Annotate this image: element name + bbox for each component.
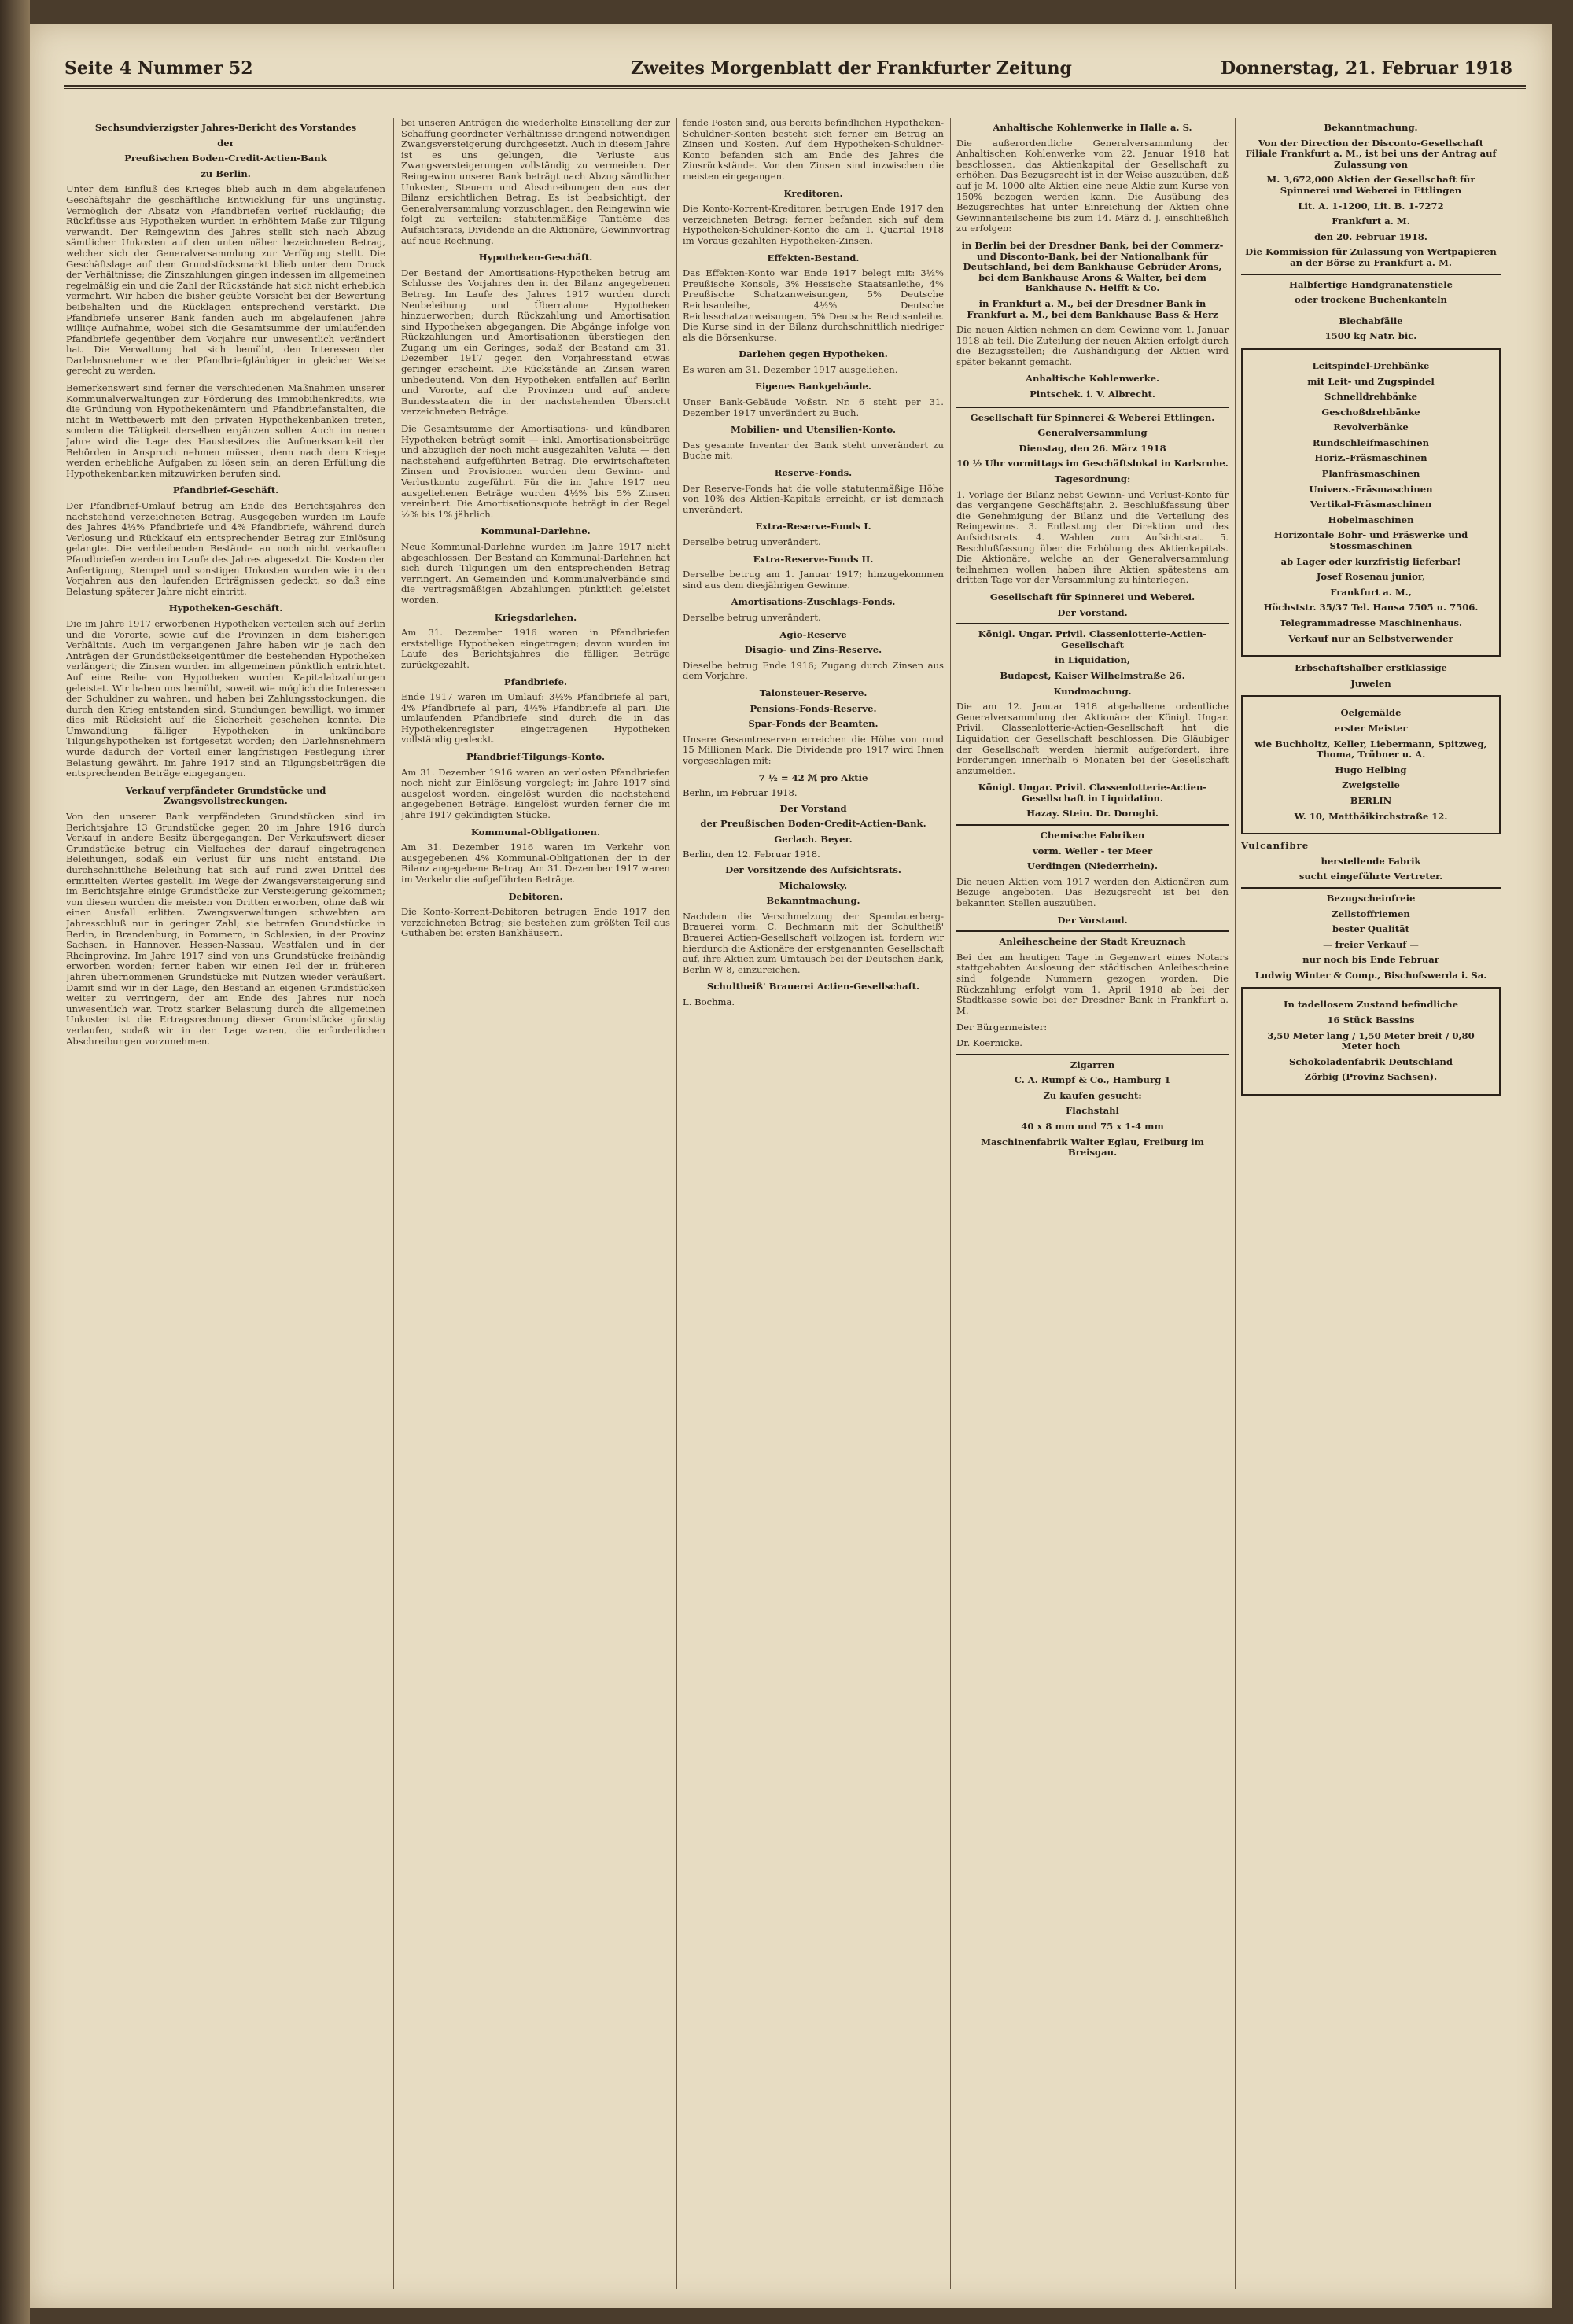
ad-lotterie-address: Budapest, Kaiser Wilhelmstraße 26. bbox=[1000, 669, 1185, 681]
ad-flachstahl: Flachstahl bbox=[1066, 1105, 1119, 1117]
newspaper-title: Zweites Morgenblatt der Frankfurter Zeitung bbox=[631, 58, 1072, 79]
ad-flach-q: Zu kaufen gesucht: bbox=[1043, 1089, 1142, 1101]
masthead-rule-thin bbox=[64, 88, 1526, 89]
section-heading: Extra-Reserve-Fonds II. bbox=[753, 553, 874, 565]
body-text: Die am 12. Januar 1918 abgehaltene ordentliche Generalversammlung der Aktionäre der Königl. Ungar. Privil. Classenlotterie-Actien-Gesellschaft hat die Liquidation der Gesellschaft beschlossen. Die Gläubiger der Gesellschaft werden hiermit aufgefordert, ihre Forderungen innerhalb 6 Monaten bei der Gesellschaft anzumelden. bbox=[956, 701, 1229, 776]
ad-lathe-item: Horizontale Bohr- und Fräswerke und Stossmaschinen bbox=[1273, 529, 1468, 552]
ad-blech: Blechabfälle bbox=[1339, 315, 1403, 326]
book-binding bbox=[0, 0, 30, 2324]
section-heading: Pfandbrief-Geschäft. bbox=[172, 484, 279, 496]
ad-zigarren: Zigarren bbox=[1070, 1059, 1115, 1070]
ad-bek-amount: M. 3,672,000 Aktien der Gesellschaft für Spinnerei und Weberei in Ettlingen bbox=[1266, 174, 1475, 196]
body-text: Der Reserve-Fonds hat die volle statutenmäßige Höhe von 10% des Aktien-Kapitals erreicht, er ist demnach unverändert. bbox=[683, 482, 944, 515]
column-1 bbox=[66, 118, 385, 2289]
column-3 bbox=[683, 118, 944, 2289]
section-heading: Spar-Fonds der Beamten. bbox=[748, 718, 879, 730]
ad-kreuznach-name: Dr. Koernicke. bbox=[956, 1037, 1022, 1048]
column-separator bbox=[393, 118, 394, 2289]
dividend: 7 ½ = 42 ℳ pro Aktie bbox=[758, 772, 868, 783]
ad-vulcanfibre: Vulcanfibre bbox=[1241, 840, 1310, 852]
ad-lotterie-kund: Kundmachung. bbox=[1053, 685, 1132, 697]
ad-spinnerei-time: 10 ½ Uhr vormittags im Geschäftslokal in Karlsruhe. bbox=[956, 458, 1229, 470]
ad-bass-dims: 3,50 Meter lang / 1,50 Meter breit / 0,80 Meter hoch bbox=[1267, 1029, 1475, 1052]
board-firm: der Preußischen Boden-Credit-Actien-Bank. bbox=[700, 818, 926, 830]
body-text: Bei der am heutigen Tage in Gegenwart eines Notars stattgehabten Auslosung der städtischen Anleihescheine sind folgende Nummern gezogen worden. Die Rückzahlung erfolgt vom 1. April 1918 ab bei der Stadtkasse sowie bei der Dresdner Bank in Frankfurt a. M. bbox=[956, 951, 1229, 1016]
ad-bass-city: Zörbig (Provinz Sachsen). bbox=[1304, 1071, 1438, 1083]
section-heading: Hypotheken-Geschäft. bbox=[168, 602, 283, 614]
column-5 bbox=[1241, 118, 1501, 2289]
ad-chemie-sub: vorm. Weiler - ter Meer bbox=[1032, 845, 1153, 856]
column-2 bbox=[401, 118, 670, 2289]
ad-lathe-item: Rundschleifmaschinen bbox=[1312, 436, 1430, 448]
ad-bek-place: Frankfurt a. M. bbox=[1332, 215, 1410, 227]
body-text: Derselbe betrug unverändert. bbox=[683, 611, 821, 623]
masthead bbox=[64, 58, 1512, 82]
ad-bek-lit: Lit. A. 1-1200, Lit. B. 1-7272 bbox=[1298, 200, 1444, 212]
ad-spinnerei-sig: Gesellschaft für Spinnerei und Weberei. bbox=[989, 591, 1195, 602]
body-text: Es waren am 31. Dezember 1917 ausgeliehen. bbox=[683, 363, 898, 375]
ad-zell-free: — freier Verkauf — bbox=[1322, 938, 1420, 950]
ad-lathes bbox=[1241, 348, 1501, 657]
ad-zell-firm: Ludwig Winter & Comp., Bischofswerda i. Sa. bbox=[1254, 969, 1487, 981]
ad-spinnerei-gv: Generalversammlung bbox=[1037, 427, 1148, 439]
ad-bass: 16 Stück Bassins bbox=[1327, 1015, 1415, 1026]
ad-anhalt-frankfurt: in Frankfurt a. M., bei der Dresdner Bank in Frankfurt a. M., bei dem Bankhause Bass & Herz bbox=[967, 297, 1218, 320]
body-text: Nachdem die Verschmelzung der Spandauerberg-Brauerei vorm. C. Bechmann mit der Schultheiß' Brauerei Actien-Gesellschaft vollzogen ist, fordern wir hierdurch die Aktionäre der erstgenannten Gesellschaft auf, ihre Aktien zum Umtausch bei der Deutschen Bank, Berlin W 8, einzureichen. bbox=[683, 910, 944, 975]
ad-anhalt-banks: in Berlin bei der Dresdner Bank, bei der Commerz- und Disconto-Bank, bei der Nationalbank für Deutschland, bei dem Bankhause Gebrüder Arons, bei dem Bankhause Arons & Walter, bei dem Bankhause N. Helfft & Co. bbox=[961, 239, 1224, 294]
ad-lathe-lager: ab Lager oder kurzfristig lieferbar! bbox=[1280, 555, 1461, 567]
ad-vulc-sub: herstellende Fabrik bbox=[1321, 855, 1421, 867]
page-number: Seite 4 Nummer 52 bbox=[64, 58, 253, 79]
ad-spinnerei-sig2: Der Vorstand. bbox=[1057, 606, 1128, 618]
notice-heading: Bekanntmachung. bbox=[766, 895, 860, 907]
body-text: Unter dem Einfluß des Krieges blieb auch in dem abgelaufenen Geschäftsjahr die geschäftliche Entwicklung für uns ungünstig. Vermöglich der Absatz von Pfandbriefen verlief rückläufig; die Rückflüsse aus Hypotheken wurden in erhöhtem Maße zur Tilgung verwandt. Der Reingewinn des Jahres stellt sich nach Abzug sämtlicher Unkosten auf den unten näher bezeichneten Betrag, welcher sich der Generalversammlung zur Verfügung stellt. Die Geschäftslage auf dem Grundstücksmarkt blieb unter dem Druck der Verhältnisse; die Zinszahlungen gingen indessen im allgemeinen regelmäßig ein und die Zahl der Rückstände hat sich nicht erheblich vermehrt. Wir haben die bisher geübte Vorsicht bei der Bewertung beibehalten und die Rücklagen entsprechend verstärkt. Die Pfandbriefe unserer Bank fanden auch im abgelaufenen Jahre willige Aufnahme, wobei sich die Gesamtsumme der umlaufenden Pfandbriefe gegenüber dem Vorjahre nur unwesentlich verändert hat. Die Verwaltung hat sich bemüht, den Interessen der Darlehnsnehmer wie der Pfandbriefgläubiger in gleicher Weise gerecht zu werden. bbox=[66, 183, 385, 377]
section-heading: Kommunal-Darlehne. bbox=[481, 525, 591, 537]
ad-lathe-item: Revolverbänke bbox=[1333, 422, 1409, 433]
brewery-signature: L. Bochma. bbox=[683, 996, 735, 1007]
issue-date: Donnerstag, 21. Februar 1918 bbox=[1221, 58, 1512, 79]
section-heading: Pensions-Fonds-Reserve. bbox=[750, 702, 877, 714]
body-text: Von den unserer Bank verpfändeten Grundstücken sind im Berichtsjahre 13 Grundstücke gegen 20 im Jahre 1916 durch Verkauf in andere Besitz übergegangen. Der Verkaufswert dieser Grundstücke betrug ein Vielfaches der darauf eingetragenen Beleihungen, sodaß ein Verlust für uns nicht entstand. Die durchschnittliche Beleihung hat sich auf rund zwei Drittel des ermittelten Wertes gestellt. Im Wege der Zwangsversteigerung sind im Berichtsjahre einige Grundstücke zur Versteigerung gekommen; von diesen wurden die meisten von Dritten erworben, ohne daß wir einen Ausfall erlitten. Zwangsverwaltungen schwebten am Jahresschluß nur in geringer Zahl; sie betrafen Grundstücke in Berlin, in Brandenburg, in Pommern, in Schlesien, in der Provinz Sachsen, in Hannover, Hessen-Nassau, Westfalen und in der Rheinprovinz. Im Jahre 1917 sind von uns Grundstücke freihändig erworben worden; ferner haben wir einen Teil der in früheren Jahren übernommenen Grundstücke mit Nutzen wieder veräußert. Damit sind wir in der Lage, den Bestand an eigenen Grundstücken weiter zu verringern, der am Ende des Jahres nur noch unwesentlich war. Trotz starker Belastung durch die allgemeinen Unkosten ist die Ertragsrechnung dieser Grundstücke günstig verlaufen, sodaß wir in der Lage waren, die erforderlichen Abschreibungen vorzunehmen. bbox=[66, 811, 385, 1047]
section-heading: Amortisations-Zuschlags-Fonds. bbox=[731, 596, 896, 608]
supervisory-heading: Der Vorsitzende des Aufsichtsrats. bbox=[725, 864, 901, 876]
section-heading: Kommunal-Obligationen. bbox=[470, 826, 601, 838]
ad-bass-pre: In tadellosem Zustand befindliche bbox=[1284, 999, 1458, 1011]
ad-flach-dims: 40 x 8 mm und 75 x 1-4 mm bbox=[1021, 1120, 1164, 1132]
ad-zell-q: bester Qualität bbox=[1332, 923, 1409, 935]
report-place-date: Berlin, im Februar 1918. bbox=[683, 787, 798, 799]
section-heading: Kriegsdarlehen. bbox=[494, 611, 577, 623]
ad-bass-firm: Schokoladenfabrik Deutschland bbox=[1288, 1055, 1453, 1067]
body-text: Am 31. Dezember 1916 waren in Pfandbriefen erststellige Hypotheken eingetragen; davon wurden im Laufe des Berichtsjahres die fälligen Beträge zurückgezahlt. bbox=[401, 627, 670, 670]
ad-lathe-place: Frankfurt a. M., bbox=[1330, 586, 1412, 598]
ad-oel-names: wie Buchholtz, Keller, Liebermann, Spitzweg, Thoma, Trübner u. A. bbox=[1254, 738, 1487, 761]
section-heading: Agio-Reserve bbox=[779, 628, 847, 640]
body-text: Die Gesamtsumme der Amortisations- und kündbaren Hypotheken beträgt somit — inkl. Amortisationsbeiträge und abzüglich der noch nicht ausgezahlten Valuta — den nachstehend aufgeführten Betrag. Die erwirtschafteten Zinsen und Provisionen wurden dem Gewinn- und Verlustkonto zugeführt. Für die im Jahre 1917 neu ausgeliehenen Beträge wurden 4½% bis 5% Zinsen vereinbart. Die Amortisationsquote beträgt in der Regel ½% bis 1% jährlich. bbox=[401, 423, 670, 520]
masthead-rule bbox=[64, 85, 1526, 87]
ad-lathe-firm: Josef Rosenau junior, bbox=[1316, 571, 1426, 583]
ad-bez: Bezugscheinfreie bbox=[1326, 892, 1416, 904]
body-text: Die außerordentliche Generalversammlung der Anhaltischen Kohlenwerke vom 22. Januar 1918 hat beschlossen, das Aktienkapital der Gesellschaft zu erhöhen. Das Bezugsrecht ist in der Weise auszuüben, daß auf je M. 1000 alte Aktien eine neue Aktie zum Kurse von 150% bezogen werden kann. Die Ausübung des Bezugsrechtes hat unter Einreichung der Aktien ohne Gewinnanteilscheine bis zum 14. März d. J. einschließlich zu erfolgen: bbox=[956, 137, 1229, 234]
section-heading: Disagio- und Zins-Reserve. bbox=[744, 644, 882, 656]
body-text: Ende 1917 waren im Umlauf: 3½% Pfandbriefe al pari, 4% Pfandbriefe al pari, 4½% Pfandbriefe al pari. Die umlaufenden Pfandbriefe sind durch die in das Hypothekenregister eingetragenen Hypotheken vollständig gedeckt. bbox=[401, 691, 670, 746]
report-der: der bbox=[217, 137, 234, 149]
section-heading: Kreditoren. bbox=[783, 187, 843, 199]
ad-bek-date: den 20. Februar 1918. bbox=[1314, 230, 1427, 242]
section-heading: Pfandbrief-Tilgungs-Konto. bbox=[466, 751, 605, 763]
ad-natr bbox=[1241, 331, 1501, 342]
ad-vulc-sucht: sucht eingeführte Vertreter. bbox=[1299, 871, 1443, 882]
body-text: Der Pfandbrief-Umlauf betrug am Ende des Berichtsjahres den nachstehend verzeichneten Betrag. Ausgegeben wurden im Laufe des Jahres 4½% Pfandbriefe und 4% Pfandbriefe, während durch Verlosung und Rückkauf ein entsprechender Betrag zur Einlösung gelangte. Die verbleibenden Bestände an noch nicht verkauften Pfandbriefen werden im Laufe des Jahres abgesetzt. Die Kosten der Anfertigung, Stempel und sonstigen Unkosten wurden wie in den Vorjahren aus den laufenden Erträgnissen gedeckt, so daß eine Belastung späterer Jahre nicht eintritt. bbox=[66, 500, 385, 597]
body-text: Am 31. Dezember 1916 waren an verlosten Pfandbriefen noch nicht zur Einlösung vorgelegt; im Jahre 1917 sind ausgelost worden, eingelöst wurden die nachstehend angegebenen Beträge. Eingelöst wurden ferner die im Jahre 1917 gekündigten Stücke. bbox=[401, 766, 670, 821]
ad-oel-title: Oelgemälde bbox=[1340, 707, 1402, 719]
ad-lathe-addr: Höchststr. 35/37 Tel. Hansa 7505 u. 7506. bbox=[1263, 602, 1479, 613]
ad-bek-sig: Die Kommission für Zulassung von Wertpapieren an der Börse zu Frankfurt a. M. bbox=[1245, 246, 1497, 268]
ad-lotterie-sig: Königl. Ungar. Privil. Classenlotterie-Actien-Gesellschaft in Liquidation. bbox=[978, 782, 1207, 804]
section-heading: Verkauf verpfändeter Grundstücke und Zwangsvollstreckungen. bbox=[125, 784, 326, 807]
ad-bek-title: Bekanntmachung. bbox=[1324, 122, 1418, 133]
ad-bek-sub: Von der Direction der Disconto-Gesellschaft Filiale Frankfurt a. M., ist bei uns der Antrag auf Zulassung von bbox=[1245, 137, 1497, 170]
body-text: Bemerkenswert sind ferner die verschiedenen Maßnahmen unserer Kommunalverwaltungen zur Förderung des Immobilienkredits, wie die Gründung von Hypothekenämtern und Pfandbriefanstalten, die nicht in Wettbewerb mit den privaten Hypothekenbanken treten, sondern die Tätigkeit derselben ergänzen sollen. Auch im neuen Jahre wird die Lage des Hausbesitzes die Aufmerksamkeit der Behörden in Anspruch nehmen müssen, denn nach dem Kriege werden erhebliche Aufgaben zu lösen sein, an deren Erfüllung die Hypothekenbanken mitzuwirken berufen sind. bbox=[66, 382, 385, 479]
ad-erb: Erbschaftshalber erstklassige bbox=[1295, 662, 1447, 674]
ad-lathe-item: Geschoßdrehbänke bbox=[1321, 406, 1420, 418]
ad-lathe-item: Planfräsmaschinen bbox=[1321, 468, 1420, 480]
report-pretitle: Sechsundvierzigster Jahres-Bericht des Vorstandes bbox=[94, 122, 357, 133]
supervisory-name: Michalowsky. bbox=[779, 879, 848, 891]
body-text: Am 31. Dezember 1916 waren im Verkehr von ausgegebenen 4% Kommunal-Obligationen der in der Bilanz angegebene Betrag. Am 31. Dezember 1917 waren im Verkehr die aufgeführten Beträge. bbox=[401, 842, 670, 885]
body-text: Unser Bank-Gebäude Voßstr. Nr. 6 steht per 31. Dezember 1917 unverändert zu Buch. bbox=[683, 396, 944, 418]
ad-lathe-item: Hobelmaschinen bbox=[1328, 514, 1414, 525]
ad-rumpf: C. A. Rumpf & Co., Hamburg 1 bbox=[1014, 1074, 1171, 1086]
report-title: Preußischen Boden-Credit-Actien-Bank bbox=[124, 153, 327, 164]
ad-lathe-item: Schnelldrehbänke bbox=[1324, 391, 1417, 403]
ad-chemie-sig: Der Vorstand. bbox=[1057, 914, 1128, 926]
ad-oelgemaelde bbox=[1241, 695, 1501, 834]
ad-lathe-item: Univers.-Fräsmaschinen bbox=[1309, 483, 1433, 495]
ad-anhalt-title: Anhaltische Kohlenwerke in Halle a. S. bbox=[993, 122, 1192, 133]
body-text: Derselbe betrug unverändert. bbox=[683, 536, 821, 547]
ad-flach-firm: Maschinenfabrik Walter Eglau, Freiburg im Breisgau. bbox=[981, 1136, 1204, 1158]
ad-lathe-item: Horiz.-Fräsmaschinen bbox=[1314, 452, 1427, 464]
body-text: Der Bestand der Amortisations-Hypotheken betrug am Schlusse des Vorjahres den in der Bilanz angegebenen Betrag. Im Laufe des Jahres 1917 wurden durch Neubeleihung und Übernahme Hypotheken hinzuerworben; durch Rückzahlung und Amortisation sind Hypotheken abgegangen. Die Abgänge infolge von Rückzahlungen und Amortisationen überstiegen den Zugang um ein Geringes, sodaß der Bestand am 31. Dezember 1917 gegen den Vorjahresstand etwas geringer erscheint. Die Rückstände an Zinsen waren unbedeutend. Von den Hypotheken entfallen auf Berlin und Vororte, auf die Provinzen und auf andere Bundesstaaten die in der nachstehenden Übersicht verzeichneten Beträge. bbox=[401, 267, 670, 418]
ad-kreuznach-title: Anleihescheine der Stadt Kreuznach bbox=[999, 936, 1186, 948]
body-text: Unsere Gesamtreserven erreichen die Höhe von rund 15 Millionen Mark. Die Dividende pro 1917 wird Ihnen vorgeschlagen mit: bbox=[683, 733, 944, 766]
ad-lotterie-title: Königl. Ungar. Privil. Classenlotterie-Actien-Gesellschaft bbox=[978, 628, 1207, 650]
ad-chemie-place: Uerdingen (Niederrhein). bbox=[1026, 860, 1159, 872]
section-heading: Darlehen gegen Hypotheken. bbox=[739, 348, 888, 360]
ad-chemie-title: Chemische Fabriken bbox=[1040, 830, 1145, 842]
ad-lotterie-liq: in Liquidation, bbox=[1055, 654, 1130, 666]
ad-lathe-note: Verkauf nur an Selbstverwender bbox=[1288, 632, 1453, 644]
brewery-firm: Schultheiß' Brauerei Actien-Gesellschaft. bbox=[706, 981, 920, 993]
body-text: Die neuen Aktien nehmen an dem Gewinne vom 1. Januar 1918 ab teil. Die Zuteilung der neuen Aktien erfolgt durch die Bezugsstellen; die Aushändigung der Aktien wird später bekannt gemacht. bbox=[956, 324, 1229, 367]
column-separator bbox=[676, 118, 677, 2289]
ad-lathe-small: mit Leit- und Zugspindel bbox=[1307, 375, 1435, 387]
ad-oel-sub: erster Meister bbox=[1334, 722, 1408, 734]
ad-anhalt-sig: Anhaltische Kohlenwerke. bbox=[1025, 373, 1160, 385]
ad-hand-sub: oder trockene Buchenkanteln bbox=[1295, 294, 1447, 306]
ad-anhalt-names: Pintschek. i. V. Albrecht. bbox=[1030, 389, 1155, 400]
section-heading: Eigenes Bankgebäude. bbox=[755, 381, 871, 392]
body-text: Die Konto-Korrent-Kreditoren betrugen Ende 1917 den verzeichneten Betrag; ferner befanden sich auf dem Hypotheken-Schuldner-Konto die am 1. Quartal 1918 im Voraus gezahlten Hypotheken-Zinsen. bbox=[683, 203, 944, 246]
ad-lathe-item: Vertikal-Fräsmaschinen bbox=[1310, 499, 1432, 510]
section-heading: Debitoren. bbox=[508, 890, 563, 902]
section-heading: Mobilien- und Utensilien-Konto. bbox=[730, 424, 897, 436]
section-heading: Reserve-Fonds. bbox=[774, 467, 853, 479]
column-separator bbox=[1235, 118, 1236, 2289]
section-heading: Talonsteuer-Reserve. bbox=[759, 687, 868, 698]
body-text: Derselbe betrug am 1. Januar 1917; hinzugekommen sind aus dem diesjährigen Gewinne. bbox=[683, 569, 944, 591]
section-heading: Effekten-Bestand. bbox=[767, 252, 860, 263]
ad-lathe-title: Leitspindel-Drehbänke bbox=[1312, 359, 1430, 371]
ad-lathe-tel: Telegrammadresse Maschinenhaus. bbox=[1279, 617, 1463, 628]
body-text: fende Posten sind, aus bereits befindlichen Hypotheken-Schuldner-Konten besteht sich ferner ein Betrag an Zinsen und Kosten. Auf dem Hypotheken-Schuldner-Konto befanden sich am Ende des Jahres die Zinsrückstände. Von den Zinsen sind inzwischen die meisten eingegangen. bbox=[683, 118, 944, 182]
ad-helbing: Hugo Helbing bbox=[1335, 764, 1407, 775]
ad-zell-until: nur noch bis Ende Februar bbox=[1302, 954, 1439, 966]
body-text: 1. Vorlage der Bilanz nebst Gewinn- und Verlust-Konto für das vergangene Geschäftsjahr. 2. Beschlußfassung über die Genehmigung der Bilanz und die Verteilung des Reingewinns. 3. Entlastung der Direktion und des Aufsichtsrats. 4. Wahlen zum Aufsichtsrat. 5. Beschlußfassung über die Erhöhung des Aktienkapitals. Die Aktionäre, welche an der Generalversammlung teilnehmen wollen, haben ihre Aktien spätestens am dritten Tage vor der Versammlung zu hinterlegen. bbox=[956, 488, 1229, 586]
ad-natr-qty: 1500 kg bbox=[1324, 330, 1367, 342]
body-text: Neue Kommunal-Darlehne wurden im Jahre 1917 nicht abgeschlossen. Der Bestand an Kommunal-Darlehnen hat sich durch Tilgungen um den entsprechenden Betrag verringert. An Gemeinden und Kommunalverbände sind die vertragsmäßigen Abzahlungen pünktlich geleistet worden. bbox=[401, 540, 670, 606]
ad-juwelen: Juwelen bbox=[1350, 677, 1391, 689]
section-heading: Hypotheken-Geschäft. bbox=[478, 252, 593, 263]
body-text: Die im Jahre 1917 erworbenen Hypotheken verteilen sich auf Berlin und die Vororte, sowie auf die Provinzen in dem bisherigen Verhältnis. Auch im vergangenen Jahre haben wir je nach den Anträgen der Grundstückseigentümer die bestehenden Hypotheken verlängert; die Zinsen wurden im allgemeinen pünktlich entrichtet. Auf eine Reihe von Hypotheken wurden Kapitalabzahlungen geleistet. Wir haben uns bemüht, soweit wie möglich die Interessen der Schuldner zu wahren, und haben bei Zahlungsstockungen, die durch den Krieg entstanden sind, Stundungen bewilligt, wo immer dies mit Rücksicht auf die Sicherheit geschehen konnte. Die Umwandlung fälliger Hypotheken in unkündbare Tilgungshypotheken ist fortgesetzt worden; den Darlehnsnehmern wurde dadurch der Vorteil einer langfristigen Festlegung ihrer Belastung gewährt. Im Jahre 1917 sind an Tilgungsbeiträgen die entsprechenden Beträge eingegangen. bbox=[66, 617, 385, 779]
board-heading: Der Vorstand bbox=[779, 802, 847, 814]
report-place: zu Berlin. bbox=[201, 168, 251, 179]
ad-helbing-city: BERLIN bbox=[1350, 794, 1392, 806]
column-separator bbox=[950, 118, 951, 2289]
ad-zell: Zellstoffriemen bbox=[1332, 908, 1410, 919]
ad-helbing-addr: W. 10, Matthäikirchstraße 12. bbox=[1294, 810, 1448, 822]
supervisory-date: Berlin, den 12. Februar 1918. bbox=[683, 849, 820, 860]
body-text: Dieselbe betrug Ende 1916; Zugang durch Zinsen aus dem Vorjahre. bbox=[683, 659, 944, 682]
ad-spinnerei-title: Gesellschaft für Spinnerei & Weberei Ettlingen. bbox=[970, 411, 1215, 423]
board-names: Gerlach. Beyer. bbox=[774, 833, 853, 845]
body-text: Das Effekten-Konto war Ende 1917 belegt mit: 3½% Preußische Konsols, 3% Hessische Staatsanleihe, 4% Preußische Schatzanweisungen, 5% Deutsche Reichsanleihe, 4½% Deutsche Reichsschatzanweisungen, 5% Deutsche Reichsanleihe. Die Kurse sind in der Bilanz durchschnittlich niedriger als die Börsenkurse. bbox=[683, 267, 944, 343]
section-heading: Extra-Reserve-Fonds I. bbox=[755, 521, 871, 532]
body-text: Das gesamte Inventar der Bank steht unverändert zu Buche mit. bbox=[683, 439, 944, 462]
column-4 bbox=[956, 118, 1229, 2289]
body-text: Die Konto-Korrent-Debitoren betrugen Ende 1917 den verzeichneten Betrag; sie bestehen zum größten Teil aus Guthaben bei ersten Bankhäusern. bbox=[401, 906, 670, 939]
ad-bassins bbox=[1241, 987, 1501, 1096]
ad-spinnerei-date: Dienstag, den 26. März 1918 bbox=[1019, 442, 1166, 454]
ad-spinnerei-agenda: Tagesordnung: bbox=[1054, 473, 1131, 485]
ad-lotterie-names: Hazay. Stein. Dr. Doroghi. bbox=[1026, 808, 1159, 819]
ad-hand: Halbfertige Handgranatenstiele bbox=[1288, 278, 1453, 290]
ad-helbing-sub: Zweigstelle bbox=[1342, 779, 1400, 791]
body-text: Die neuen Aktien vom 1917 werden den Aktionären zum Bezuge angeboten. Das Bezugsrecht ist bei den bekannten Stellen auszuüben. bbox=[956, 875, 1229, 909]
ad-natr-name: Natr. bic. bbox=[1369, 330, 1417, 342]
body-text: bei unseren Anträgen die wiederholte Einstellung der zur Schaffung geordneter Verhältnisse dringend notwendigen Zwangsversteigerung durchgesetzt. Auch in diesem Jahre ist es uns gelungen, die Verluste aus Zwangsversteigerungen vollständig zu vermeiden. Der Reingewinn unserer Bank beträgt nach Abzug sämtlicher Unkosten, Steuern und Abschreibungen den aus der Bilanz ersichtlichen Betrag. Es ist beabsichtigt, der Generalversammlung vorzuschlagen, den Reingewinn wie folgt zu verteilen: statutenmäßige Tantième des Aufsichtsrats, Dividende an die Aktionäre, Gewinnvortrag auf neue Rechnung. bbox=[401, 118, 670, 246]
ad-kreuznach-sig: Der Bürgermeister: bbox=[956, 1022, 1048, 1033]
section-heading: Pfandbriefe. bbox=[503, 676, 568, 687]
